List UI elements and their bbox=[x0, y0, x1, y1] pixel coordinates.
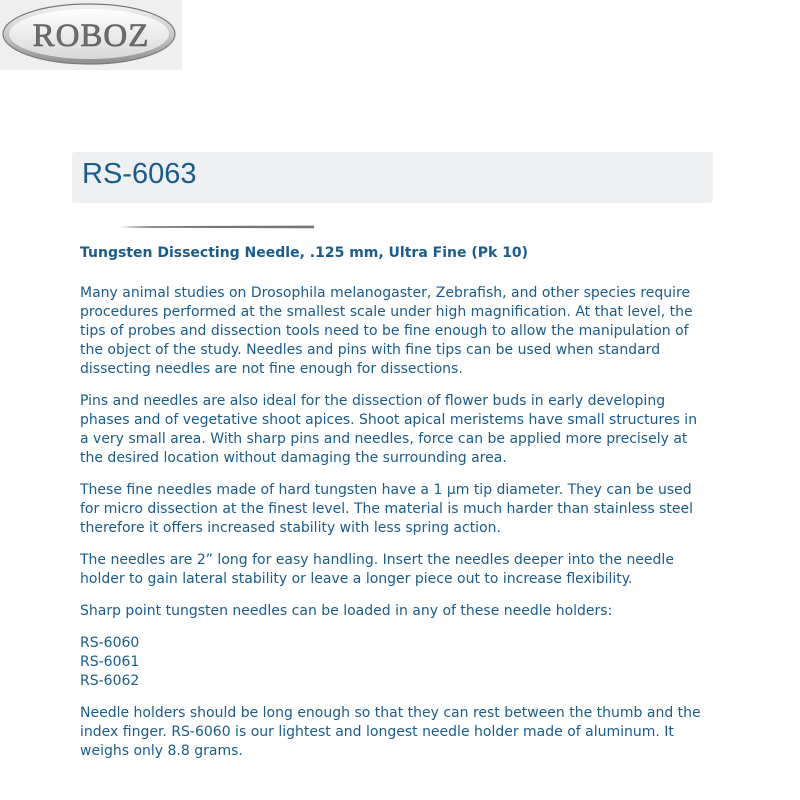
roboz-logo bbox=[0, 0, 182, 70]
product-content bbox=[80, 242, 710, 774]
needle-holder-list bbox=[80, 634, 710, 691]
needle-holder-item: RS-6061 bbox=[80, 654, 140, 670]
description-paragraph: Many animal studies on Drosophila melanogaster, Zebrafish, and other species require procedures performed at the smallest scale under high magnification. At that level, the tips of probes and dissection tools need to be fine enough to allow the manipulation of the object of the study. Needles and pins with fine tips can be used when standard dissecting needles are not fine enough for dissections. bbox=[80, 285, 693, 377]
closing-paragraph: Needle holders should be long enough so that they can rest between the thumb and the index finger. RS-6060 is our lightest and longest needle holder made of aluminum. It weighs only 8.8 grams. bbox=[80, 705, 701, 759]
description-paragraph: The needles are 2” long for easy handling. Insert the needles deeper into the needle holder to gain lateral stability or leave a longer piece out to increase flexibility. bbox=[80, 552, 674, 587]
title-band bbox=[72, 152, 713, 203]
needle-holder-item: RS-6062 bbox=[80, 673, 140, 689]
description-paragraph: Sharp point tungsten needles can be loaded in any of these needle holders: bbox=[80, 603, 613, 619]
needle-holder-item: RS-6060 bbox=[80, 635, 140, 651]
product-code: RS-6063 bbox=[82, 158, 197, 190]
description-paragraph: These fine needles made of hard tungsten have a 1 µm tip diameter. They can be used for micro dissection at the finest level. The material is much harder than stainless steel therefore it offers increased stability with less spring action. bbox=[80, 482, 694, 536]
product-name: Tungsten Dissecting Needle, .125 mm, Ultra Fine (Pk 10) bbox=[80, 245, 529, 261]
logo-container[interactable] bbox=[0, 0, 182, 70]
description-paragraph: Pins and needles are also ideal for the dissection of flower buds in early developing phases and of vegetative shoot apices. Shoot apical meristems have small structures in a very small area. With sharp pins and needles, force can be applied more precisely at the desired location without damaging the surrounding area. bbox=[80, 393, 698, 466]
needle-image bbox=[118, 222, 318, 232]
logo-text: ROBOZ bbox=[32, 18, 150, 54]
